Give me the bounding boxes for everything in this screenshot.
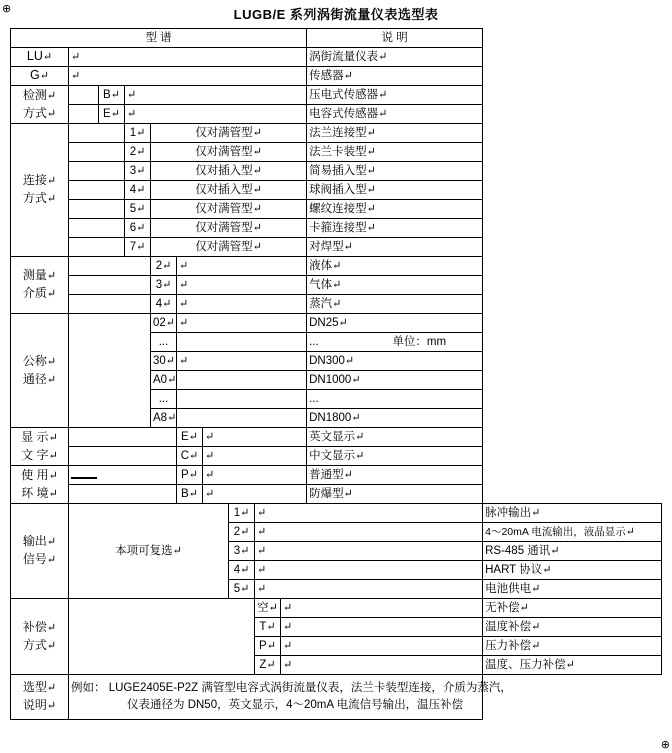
table-row (11, 295, 662, 314)
display-model-c (203, 447, 307, 466)
output-model-3 (255, 542, 483, 561)
detect-code-e: E↵ (99, 105, 125, 124)
spacer-cell (69, 162, 125, 181)
output-code-2: 2↵ (229, 523, 255, 542)
mark-icon: ↵ (268, 601, 278, 614)
row-label-selection-note: 选型↵ 说明↵ (11, 675, 69, 720)
table-row (11, 105, 662, 124)
mark-icon: ↵ (46, 107, 57, 120)
connect-desc-4: 球阀插入型↵ (307, 181, 483, 200)
header-desc-cell: 说 明 (307, 29, 483, 48)
mark-icon: ↵ (343, 468, 353, 481)
mark-icon: ↵ (366, 126, 376, 139)
mark-icon: ↵ (378, 50, 388, 63)
environment-desc-b: 防爆型↵ (307, 485, 483, 504)
table-row (11, 276, 662, 295)
mark-icon: ↵ (46, 89, 57, 102)
mark-icon: ↵ (366, 221, 376, 234)
output-model-2 (255, 523, 483, 542)
mark-icon: ↵ (46, 193, 57, 205)
mark-icon: ↵ (542, 563, 552, 576)
diameter-code-1: 02↵ (151, 314, 177, 333)
mark-icon: ↵ (172, 544, 182, 557)
row-desc-lu: 涡街流量仪表↵ (307, 48, 483, 67)
diameter-code-2: ... (151, 333, 177, 352)
medium-model-2 (177, 257, 307, 276)
compensation-model-t (281, 618, 483, 637)
row-label-connection-method: 连接↵ 方式↵ (11, 124, 69, 257)
environment-code-b: B↵ (177, 485, 203, 504)
mark-icon: ↵ (343, 240, 353, 253)
environment-code-p: P↵ (177, 466, 203, 485)
mark-icon: ↵ (266, 658, 276, 671)
mark-icon: ↵ (162, 297, 172, 310)
diameter-desc-5: ... (307, 390, 483, 409)
connect-code-3: 3↵ (125, 162, 151, 181)
connect-mid-1: 仅对满管型↵ (151, 124, 307, 143)
mark-icon: ↵ (71, 50, 81, 63)
connect-code-7: 7↵ (125, 238, 151, 257)
medium-code-3: 3↵ (151, 276, 177, 295)
diameter-code-6: A8↵ (151, 409, 177, 428)
detect-code-b: B↵ (99, 86, 125, 105)
mark-icon: ↵ (252, 183, 262, 196)
connect-desc-2: 法兰卡装型↵ (307, 143, 483, 162)
mark-icon: ↵ (565, 658, 575, 671)
medium-desc-3: 气体↵ (307, 276, 483, 295)
spacer-cell (69, 257, 151, 276)
mark-icon: ↵ (136, 145, 146, 158)
spacer-cell (69, 86, 99, 105)
table-row (11, 466, 662, 485)
mark-icon: ↵ (46, 621, 57, 634)
compensation-code-empty: 空↵ (255, 599, 281, 618)
dash-mark-icon (71, 469, 97, 479)
output-multiselect-note: 本项可复选↵ (69, 504, 229, 599)
output-code-1: 1↵ (229, 504, 255, 523)
spacer-cell (69, 181, 125, 200)
row-desc-g: 传感器↵ (307, 67, 483, 86)
compensation-desc-p: 压力补偿↵ (483, 637, 662, 656)
connect-mid-7: 仅对满管型↵ (151, 238, 307, 257)
detect-desc-e: 电容式传感器↵ (307, 105, 483, 124)
table-row (11, 181, 662, 200)
mark-icon: ↵ (283, 620, 293, 633)
table-row (11, 48, 662, 67)
mark-icon: ↵ (332, 259, 342, 272)
mark-icon: ↵ (46, 554, 57, 566)
mark-icon: ↵ (165, 354, 176, 367)
medium-desc-4: 蒸汽↵ (307, 295, 483, 314)
mark-icon: ↵ (42, 51, 53, 63)
compensation-model-p (281, 637, 483, 656)
mark-icon: ↵ (167, 411, 177, 424)
mark-icon: ↵ (519, 601, 529, 614)
spacer-cell (69, 124, 125, 143)
spacer-cell (69, 143, 125, 162)
mark-icon: ↵ (188, 468, 198, 481)
mark-icon: ↵ (378, 88, 388, 101)
connect-code-1: 1↵ (125, 124, 151, 143)
row-label-nominal-diameter: 公称↵ 通径↵ (11, 314, 69, 428)
connect-desc-1: 法兰连接型↵ (307, 124, 483, 143)
spacer-cell (69, 105, 99, 124)
diameter-model-1 (177, 314, 307, 333)
mark-icon: ↵ (46, 288, 57, 300)
table-row (11, 124, 662, 143)
mark-icon: ↵ (366, 183, 376, 196)
connect-desc-6: 卡箍连接型↵ (307, 219, 483, 238)
mark-icon: ↵ (167, 373, 177, 386)
mark-icon: ↵ (283, 658, 293, 671)
mark-icon: ↵ (205, 487, 215, 500)
diameter-code-5: ... (151, 390, 177, 409)
spacer-cell (69, 200, 125, 219)
diameter-code-3: 30↵ (151, 352, 177, 371)
table-row (11, 143, 662, 162)
mark-icon: ↵ (266, 620, 276, 633)
row-label-compensation: 补偿↵ 方式↵ (11, 599, 69, 675)
mark-icon: ↵ (252, 126, 262, 139)
mark-icon: ↵ (205, 430, 215, 443)
compensation-model-z (281, 656, 483, 675)
spacer-cell (69, 485, 177, 504)
spacer-cell (69, 314, 151, 428)
mark-icon: ↵ (189, 449, 199, 462)
medium-code-4: 4↵ (151, 295, 177, 314)
mark-icon: ↵ (531, 639, 541, 652)
table-row (11, 200, 662, 219)
mark-icon: ↵ (110, 88, 120, 101)
row-model-lu (69, 48, 307, 67)
selection-table (10, 28, 662, 720)
mark-icon: ↵ (531, 582, 541, 595)
table-row (11, 238, 662, 257)
mark-icon: ↵ (343, 487, 353, 500)
connect-desc-5: 螺纹连接型↵ (307, 200, 483, 219)
medium-desc-2: 液体↵ (307, 257, 483, 276)
medium-model-3 (177, 276, 307, 295)
connect-mid-5: 仅对满管型↵ (151, 200, 307, 219)
table-row (11, 257, 662, 276)
mark-icon: ↵ (252, 164, 262, 177)
spacer-cell (69, 428, 177, 447)
table-row (11, 314, 662, 333)
diameter-model-4 (177, 371, 307, 390)
environment-model-b (203, 485, 307, 504)
connect-desc-7: 对焊型↵ (307, 238, 483, 257)
connect-code-6: 6↵ (125, 219, 151, 238)
diameter-desc-3: DN300↵ (307, 352, 483, 371)
mark-icon: ↵ (240, 563, 250, 576)
mark-icon: ↵ (162, 278, 172, 291)
spacer-cell (69, 276, 151, 295)
mark-icon: ↵ (257, 525, 267, 538)
environment-dash-cell (69, 466, 177, 485)
connect-mid-3: 仅对插入型↵ (151, 162, 307, 181)
spacer-cell (69, 219, 125, 238)
mark-icon: ↵ (257, 506, 267, 519)
table-row (11, 447, 662, 466)
mark-icon: ↵ (179, 259, 189, 272)
diameter-model-5 (177, 390, 307, 409)
mark-icon: ↵ (252, 145, 262, 158)
mark-icon: ↵ (257, 544, 267, 557)
display-desc-c: 中文显示↵ (307, 447, 483, 466)
mark-icon: ↵ (46, 700, 57, 712)
mark-icon: ↵ (71, 69, 81, 82)
mark-icon: ↵ (127, 107, 137, 120)
mark-icon: ↵ (179, 354, 189, 367)
mark-icon: ↵ (136, 240, 146, 253)
connect-code-4: 4↵ (125, 181, 151, 200)
display-desc-e: 英文显示↵ (307, 428, 483, 447)
table-row (11, 219, 662, 238)
table-row (11, 485, 662, 504)
row-label-environment: 使 用↵ 环 境↵ (11, 466, 69, 504)
row-label-display-language: 显 示↵ 文 字↵ (11, 428, 69, 466)
row-label-medium: 测量↵ 介质↵ (11, 257, 69, 314)
compensation-code-z: Z↵ (255, 656, 281, 675)
mark-icon: ↵ (46, 355, 57, 368)
mark-icon: ↵ (46, 536, 57, 548)
connect-desc-3: 简易插入型↵ (307, 162, 483, 181)
registration-mark-top-left: ⊕ (2, 3, 12, 15)
mark-icon: ↵ (188, 430, 198, 443)
output-desc-1: 脉冲输出↵ (483, 504, 662, 523)
environment-model-p (203, 466, 307, 485)
mark-icon: ↵ (625, 525, 635, 538)
output-code-3: 3↵ (229, 542, 255, 561)
diameter-model-2 (177, 333, 307, 352)
selection-note-body (69, 675, 512, 720)
diameter-model-6 (177, 409, 307, 428)
output-model-5 (255, 580, 483, 599)
mark-icon: ↵ (366, 145, 376, 158)
compensation-desc-empty: 无补偿↵ (483, 599, 662, 618)
mark-icon: ↵ (136, 164, 146, 177)
row-label-lu: LU↵ (11, 48, 69, 67)
detect-desc-b: 压电式传感器↵ (307, 86, 483, 105)
mark-icon: ↵ (39, 70, 49, 82)
page-title: LUGB/E 系列涡街流量仪表选型表 (233, 7, 439, 22)
mark-icon: ↵ (136, 221, 146, 234)
mark-icon: ↵ (252, 202, 262, 215)
mark-icon: ↵ (46, 373, 57, 386)
medium-model-4 (177, 295, 307, 314)
output-desc-2: 4～20mA 电流输出，液晶显示↵ (483, 523, 662, 542)
table-row (11, 86, 662, 105)
table-row (11, 504, 662, 523)
medium-code-2: 2↵ (151, 257, 177, 276)
diameter-desc-1: DN25↵ (307, 314, 483, 333)
output-desc-5: 电池供电↵ (483, 580, 662, 599)
mark-icon: ↵ (46, 175, 57, 187)
mark-icon: ↵ (257, 563, 267, 576)
output-desc-3: RS-485 通讯↵ (483, 542, 662, 561)
mark-icon: ↵ (48, 449, 58, 462)
diameter-desc-6: DN1800↵ (307, 409, 483, 428)
output-model-1 (255, 504, 483, 523)
environment-desc-p: 普通型↵ (307, 466, 483, 485)
table-row (11, 599, 662, 618)
row-label-g: G↵ (11, 67, 69, 86)
mark-icon: ↵ (205, 468, 215, 481)
spacer-cell (69, 238, 125, 257)
mark-icon: ↵ (136, 202, 146, 215)
mark-icon: ↵ (48, 487, 58, 500)
mark-icon: ↵ (332, 297, 342, 310)
spacer-cell (69, 295, 151, 314)
display-code-e: E↵ (177, 428, 203, 447)
mark-icon: ↵ (179, 278, 189, 291)
mark-icon: ↵ (366, 202, 376, 215)
diameter-desc-2: ... 单位：mm (307, 333, 483, 352)
diameter-desc-4: DN1000↵ (307, 371, 483, 390)
diameter-code-4: A0↵ (151, 371, 177, 390)
table-header-row (11, 29, 662, 48)
output-code-5: 5↵ (229, 580, 255, 599)
connect-code-5: 5↵ (125, 200, 151, 219)
mark-icon: ↵ (136, 126, 146, 139)
compensation-desc-z: 温度、压力补偿↵ (483, 656, 662, 675)
table-row-selection-note (11, 675, 662, 720)
selection-note-line1: 例如： LUGE2405E-P2Z 满管型电容式涡街流量仪表，法兰卡装型连接，介质为蒸汽， (71, 682, 512, 694)
diameter-model-3 (177, 352, 307, 371)
mark-icon: ↵ (48, 431, 58, 444)
mark-icon: ↵ (240, 506, 250, 519)
diameter-unit-note: 单位：mm (392, 335, 447, 348)
spacer-cell (69, 599, 255, 675)
output-desc-4: HART 协议↵ (483, 561, 662, 580)
compensation-code-p: P↵ (255, 637, 281, 656)
spacer-cell (69, 447, 177, 466)
mark-icon: ↵ (355, 430, 365, 443)
mark-icon: ↵ (283, 601, 293, 614)
mark-icon: ↵ (338, 316, 348, 329)
mark-icon: ↵ (136, 183, 146, 196)
compensation-code-t: T↵ (255, 618, 281, 637)
connect-mid-4: 仅对插入型↵ (151, 181, 307, 200)
mark-icon: ↵ (240, 582, 250, 595)
mark-icon: ↵ (344, 354, 355, 367)
mark-icon: ↵ (351, 411, 361, 424)
display-code-c: C↵ (177, 447, 203, 466)
mark-icon: ↵ (343, 69, 353, 82)
mark-icon: ↵ (46, 682, 57, 694)
header-model-cell: 型 谱 (11, 29, 307, 48)
mark-icon: ↵ (283, 639, 293, 652)
mark-icon: ↵ (351, 373, 361, 386)
mark-icon: ↵ (46, 639, 57, 652)
detect-model-b (125, 86, 307, 105)
display-model-e (203, 428, 307, 447)
table-row (11, 67, 662, 86)
mark-icon: ↵ (162, 259, 172, 272)
mark-icon: ↵ (366, 164, 376, 177)
connect-mid-6: 仅对满管型↵ (151, 219, 307, 238)
mark-icon: ↵ (257, 582, 267, 595)
output-model-4 (255, 561, 483, 580)
row-label-output-signal: 输出↵ 信号↵ (11, 504, 69, 599)
compensation-model-empty (281, 599, 483, 618)
connect-code-2: 2↵ (125, 143, 151, 162)
mark-icon: ↵ (355, 449, 365, 462)
mark-icon: ↵ (165, 316, 176, 329)
detect-model-e (125, 105, 307, 124)
mark-icon: ↵ (531, 506, 541, 519)
mark-icon: ↵ (188, 487, 198, 500)
mark-icon: ↵ (179, 316, 189, 329)
row-model-g (69, 67, 307, 86)
mark-icon: ↵ (266, 639, 276, 652)
mark-icon: ↵ (378, 107, 388, 120)
mark-icon: ↵ (110, 107, 120, 120)
mark-icon: ↵ (179, 297, 189, 310)
mark-icon: ↵ (531, 620, 541, 633)
table-row (11, 428, 662, 447)
table-row (11, 162, 662, 181)
connect-mid-2: 仅对满管型↵ (151, 143, 307, 162)
mark-icon: ↵ (240, 525, 250, 538)
mark-icon: ↵ (205, 449, 215, 462)
mark-icon: ↵ (550, 544, 560, 557)
row-label-detect-method: 检测↵ 方式↵ (11, 86, 69, 124)
mark-icon: ↵ (46, 270, 57, 282)
mark-icon: ↵ (48, 469, 58, 482)
mark-icon: ↵ (332, 278, 342, 291)
mark-icon: ↵ (252, 221, 262, 234)
mark-icon: ↵ (127, 88, 137, 101)
mark-icon: ↵ (252, 240, 262, 253)
selection-note-line2: 仪表通径为 DN50，英文显示，4～20mA 电流信号输出，温压补偿 (127, 699, 464, 711)
compensation-desc-t: 温度补偿↵ (483, 618, 662, 637)
output-code-4: 4↵ (229, 561, 255, 580)
registration-mark-bottom-right: ⊕ (660, 739, 670, 751)
mark-icon: ↵ (240, 544, 250, 557)
